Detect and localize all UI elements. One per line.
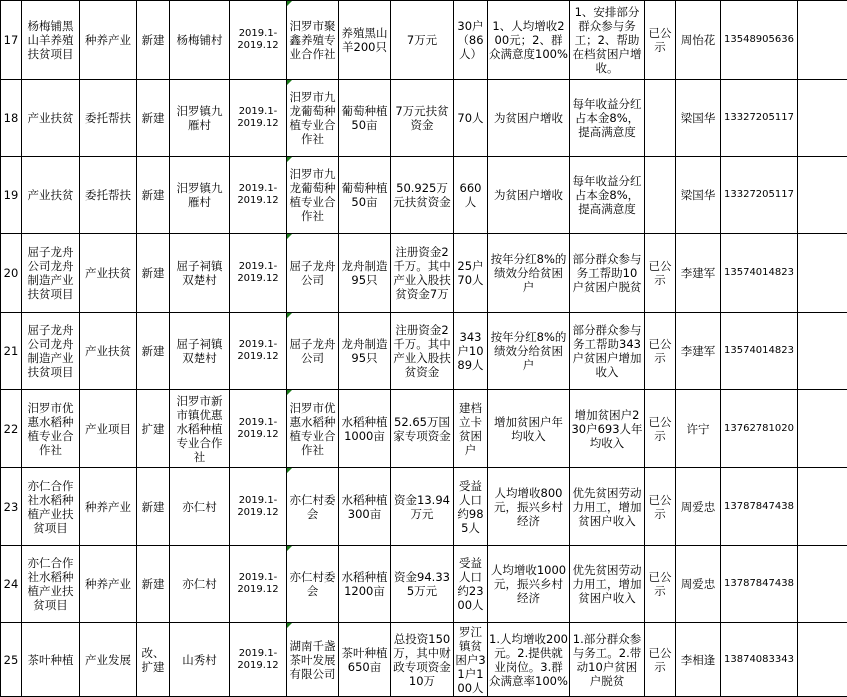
cell-location: 汨罗镇九雁村	[170, 80, 230, 157]
cell-location: 山秀村	[170, 623, 230, 697]
cell-fund: 注册资金2千万。其中产业入股扶贫资金7万	[391, 234, 454, 313]
cell-project-name: 汨罗市优惠水稻种植专业合作社	[22, 390, 80, 468]
table-row	[1, 80, 847, 157]
cell-empty	[798, 623, 847, 697]
cell-scale: 养殖黑山羊200只	[339, 1, 391, 80]
table-row	[1, 1, 847, 80]
cell-performance: 为贫困户增收	[488, 157, 570, 234]
cell-contact-person: 梁国华	[676, 157, 721, 234]
cell-benefit-link: 1.部分群众参与务工。2.带动10户贫困户脱贫	[570, 623, 645, 697]
cell-period: 2019.1- 2019.12	[230, 313, 287, 390]
cell-beneficiaries: 罗江镇贫困户31户100人	[454, 623, 488, 697]
cell-period: 2019.1- 2019.12	[230, 157, 287, 234]
cell-publicity: 已公示	[645, 313, 676, 390]
cell-period: 2019.1- 2019.12	[230, 80, 287, 157]
cell-construction-nature: 新建	[137, 313, 170, 390]
cell-implementing-unit: 汨罗市优惠水稻种植专业合作社	[287, 390, 339, 468]
cell-location: 汨罗市新市镇优惠水稻种植专业合作社	[170, 390, 230, 468]
cell-scale: 水稻种植1000亩	[339, 390, 391, 468]
cell-beneficiaries: 343户1089人	[454, 313, 488, 390]
cell-no: 25	[1, 623, 22, 697]
cell-project-type: 委托帮扶	[80, 80, 137, 157]
cell-project-name: 茶叶种植	[22, 623, 80, 697]
cell-phone: 13574014823	[721, 313, 798, 390]
cell-publicity: 已公示	[645, 390, 676, 468]
cell-performance: 1.人均增收200元。2.提供就业岗位。3.群众满意率100%	[488, 623, 570, 697]
cell-scale: 葡萄种植50亩	[339, 157, 391, 234]
cell-beneficiaries: 70人	[454, 80, 488, 157]
table-row	[1, 234, 847, 313]
cell-scale: 茶叶种植650亩	[339, 623, 391, 697]
cell-construction-nature: 新建	[137, 157, 170, 234]
cell-benefit-link: 部分群众参与务工帮助343户贫困户增加收入	[570, 313, 645, 390]
cell-construction-nature: 扩建	[137, 390, 170, 468]
cell-location: 亦仁村	[170, 546, 230, 623]
table-row	[1, 157, 847, 234]
cell-project-name: 杨梅铺黑山羊养殖扶贫项目	[22, 1, 80, 80]
cell-fund: 7万元扶贫资金	[391, 80, 454, 157]
cell-performance: 1、人均增收200元；2、群众满意度100%	[488, 1, 570, 80]
cell-project-type: 产业扶贫	[80, 234, 137, 313]
cell-period: 2019.1- 2019.12	[230, 546, 287, 623]
cell-empty	[798, 157, 847, 234]
cell-scale: 水稻种植300亩	[339, 468, 391, 546]
cell-phone: 13762781020	[721, 390, 798, 468]
cell-beneficiaries: 25户70人	[454, 234, 488, 313]
cell-fund: 总投资150万，其中财政专项资金10万	[391, 623, 454, 697]
cell-period: 2019.1- 2019.12	[230, 234, 287, 313]
cell-implementing-unit: 屈子龙舟公司	[287, 313, 339, 390]
cell-performance: 按年分红8%的绩效分给贫困户	[488, 234, 570, 313]
cell-scale: 水稻种植1200亩	[339, 546, 391, 623]
cell-benefit-link: 优先贫困劳动力用工，增加贫困户收入	[570, 468, 645, 546]
cell-beneficiaries: 30户（86人）	[454, 1, 488, 80]
cell-no: 19	[1, 157, 22, 234]
cell-project-name: 亦仁合作社水稻种植产业扶贫项目	[22, 468, 80, 546]
cell-project-type: 种养产业	[80, 1, 137, 80]
cell-location: 杨梅铺村	[170, 1, 230, 80]
cell-no: 24	[1, 546, 22, 623]
cell-implementing-unit: 汨罗市聚鑫养殖专业合作社	[287, 1, 339, 80]
cell-implementing-unit: 汨罗市九龙葡萄种植专业合作社	[287, 157, 339, 234]
cell-empty	[798, 546, 847, 623]
cell-empty	[798, 390, 847, 468]
cell-empty	[798, 468, 847, 546]
cell-phone: 13574014823	[721, 234, 798, 313]
cell-performance: 人均增收1000元，振兴乡村经济	[488, 546, 570, 623]
table-row	[1, 468, 847, 546]
cell-construction-nature: 新建	[137, 1, 170, 80]
cell-project-name: 产业扶贫	[22, 157, 80, 234]
cell-publicity	[645, 157, 676, 234]
cell-empty	[798, 313, 847, 390]
cell-project-name: 屈子龙舟公司龙舟制造产业扶贫项目	[22, 313, 80, 390]
cell-fund: 资金94.335万元	[391, 546, 454, 623]
cell-project-type: 产业发展	[80, 623, 137, 697]
cell-benefit-link: 1、安排部分群众参与务工；2、帮助在档贫困户增收。	[570, 1, 645, 80]
cell-beneficiaries: 受益人口约2300人	[454, 546, 488, 623]
cell-phone: 13874083343	[721, 623, 798, 697]
cell-period: 2019.1- 2019.12	[230, 623, 287, 697]
cell-construction-nature: 新建	[137, 546, 170, 623]
cell-implementing-unit: 屈子龙舟公司	[287, 234, 339, 313]
cell-implementing-unit: 湖南千盏茶叶发展有限公司	[287, 623, 339, 697]
cell-no: 17	[1, 1, 22, 80]
cell-phone: 13327205117	[721, 80, 798, 157]
cell-fund: 52.65万国家专项资金	[391, 390, 454, 468]
cell-no: 18	[1, 80, 22, 157]
cell-scale: 龙舟制造95只	[339, 234, 391, 313]
cell-construction-nature: 新建	[137, 80, 170, 157]
table-row	[1, 623, 847, 697]
cell-project-type: 种养产业	[80, 546, 137, 623]
cell-fund: 资金13.94万元	[391, 468, 454, 546]
cell-performance: 人均增收800元，振兴乡村经济	[488, 468, 570, 546]
cell-publicity: 已公示	[645, 234, 676, 313]
cell-benefit-link: 优先贫困劳动力用工，增加贫困户收入	[570, 546, 645, 623]
cell-contact-person: 周爱忠	[676, 468, 721, 546]
cell-publicity: 已公示	[645, 623, 676, 697]
cell-benefit-link: 增加贫困户230户693人年均收入	[570, 390, 645, 468]
cell-project-type: 产业扶贫	[80, 313, 137, 390]
cell-phone: 13548905636	[721, 1, 798, 80]
cell-publicity: 已公示	[645, 546, 676, 623]
cell-phone: 13787847438	[721, 546, 798, 623]
cell-fund: 注册资金2千万。其中产业入股扶贫资金	[391, 313, 454, 390]
cell-no: 23	[1, 468, 22, 546]
cell-contact-person: 李建军	[676, 313, 721, 390]
cell-project-type: 产业项目	[80, 390, 137, 468]
cell-contact-person: 周怡花	[676, 1, 721, 80]
cell-empty	[798, 234, 847, 313]
cell-implementing-unit: 亦仁村委会	[287, 546, 339, 623]
cell-no: 21	[1, 313, 22, 390]
cell-phone: 13327205117	[721, 157, 798, 234]
table-row	[1, 546, 847, 623]
cell-project-type: 委托帮扶	[80, 157, 137, 234]
cell-implementing-unit: 亦仁村委会	[287, 468, 339, 546]
cell-location: 汨罗镇九雁村	[170, 157, 230, 234]
cell-publicity	[645, 80, 676, 157]
cell-beneficiaries: 建档立卡贫困户	[454, 390, 488, 468]
cell-project-name: 屈子龙舟公司龙舟制造产业扶贫项目	[22, 234, 80, 313]
cell-fund: 50.925万元扶贫资金	[391, 157, 454, 234]
cell-construction-nature: 新建	[137, 234, 170, 313]
cell-period: 2019.1- 2019.12	[230, 468, 287, 546]
cell-benefit-link: 部分群众参与务工帮助10户贫困户脱贫	[570, 234, 645, 313]
cell-location: 亦仁村	[170, 468, 230, 546]
cell-construction-nature: 改、扩建	[137, 623, 170, 697]
cell-publicity: 已公示	[645, 468, 676, 546]
cell-performance: 按年分红8%的绩效分给贫困户	[488, 313, 570, 390]
table-row	[1, 390, 847, 468]
cell-publicity: 已公示	[645, 1, 676, 80]
cell-phone: 13787847438	[721, 468, 798, 546]
cell-contact-person: 许宁	[676, 390, 721, 468]
cell-location: 屈子祠镇双楚村	[170, 234, 230, 313]
cell-benefit-link: 每年收益分红占本金8%，提高满意度	[570, 80, 645, 157]
cell-benefit-link: 每年收益分红占本金8%，提高满意度	[570, 157, 645, 234]
cell-project-name: 产业扶贫	[22, 80, 80, 157]
cell-beneficiaries: 660人	[454, 157, 488, 234]
cell-project-name: 亦仁合作社水稻种植产业扶贫项目	[22, 546, 80, 623]
cell-construction-nature: 新建	[137, 468, 170, 546]
cell-period: 2019.1- 2019.12	[230, 1, 287, 80]
cell-contact-person: 李建军	[676, 234, 721, 313]
cell-scale: 龙舟制造95只	[339, 313, 391, 390]
cell-empty	[798, 1, 847, 80]
cell-project-type: 种养产业	[80, 468, 137, 546]
cell-contact-person: 梁国华	[676, 80, 721, 157]
cell-contact-person: 周爱忠	[676, 546, 721, 623]
cell-no: 20	[1, 234, 22, 313]
cell-location: 屈子祠镇双楚村	[170, 313, 230, 390]
cell-performance: 为贫困户增收	[488, 80, 570, 157]
table-row	[1, 313, 847, 390]
cell-no: 22	[1, 390, 22, 468]
cell-scale: 葡萄种植50亩	[339, 80, 391, 157]
cell-implementing-unit: 汨罗市九龙葡萄种植专业合作社	[287, 80, 339, 157]
cell-contact-person: 李相逢	[676, 623, 721, 697]
cell-fund: 7万元	[391, 1, 454, 80]
cell-empty	[798, 80, 847, 157]
cell-period: 2019.1- 2019.12	[230, 390, 287, 468]
cell-beneficiaries: 受益人口约985人	[454, 468, 488, 546]
cell-performance: 增加贫困户年均收入	[488, 390, 570, 468]
